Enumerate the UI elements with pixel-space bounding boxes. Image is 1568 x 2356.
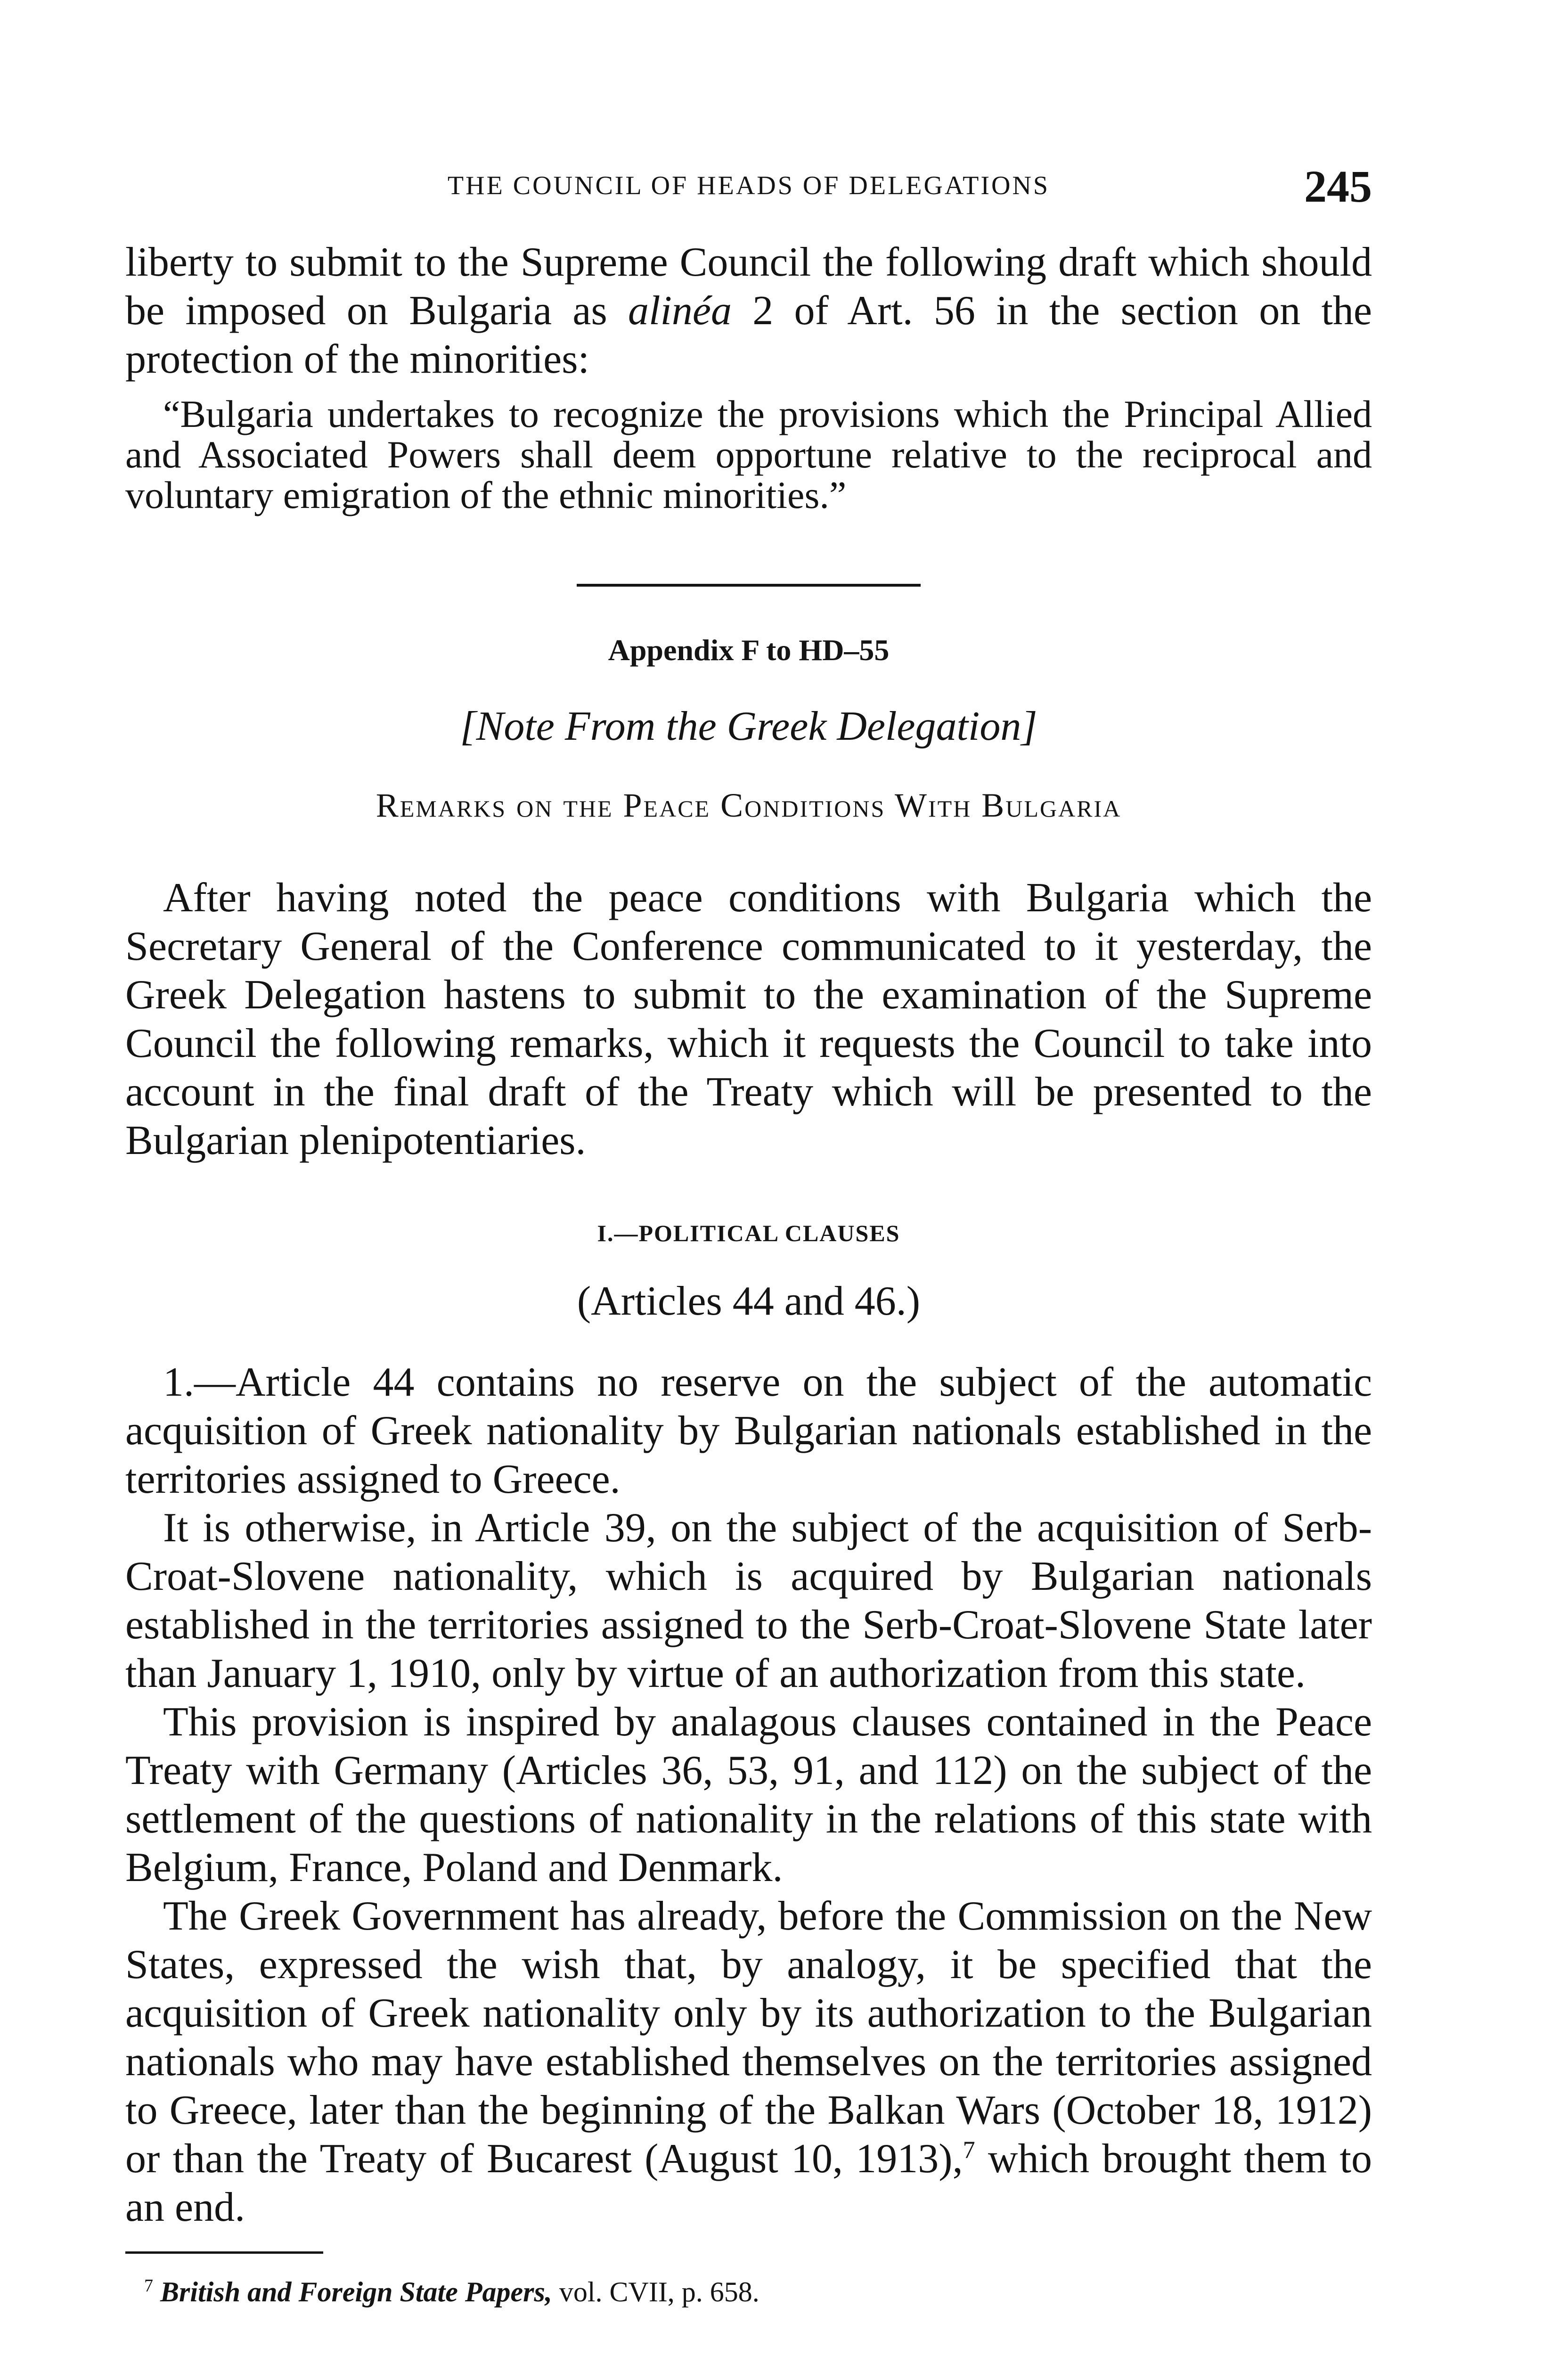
paragraph-article-44: 1.—Article 44 contains no reserve on the subject of the automatic acquisition of Greek nationality by Bulgarian nationals established in the territories assigned to Greece. [125, 1359, 1372, 1502]
running-head: THE COUNCIL OF HEADS OF DELEGATIONS [447, 171, 1050, 200]
intro-text-after: 2 of Art. 56 in the section on the protection of the minorities: [125, 288, 1372, 382]
articles-heading: (Articles 44 and 46.) [577, 1278, 921, 1324]
political-clauses-heading: I.—POLITICAL CLAUSES [597, 1220, 900, 1246]
draft-quote: “Bulgaria undertakes to recognize the provisions which the Principal Allied and Associated Powers shall deem opportune relative to the reciprocal and voluntary emigration of the ethnic minorities.” [125, 393, 1372, 516]
footnote-source-title: British and Foreign State Papers, [160, 2276, 552, 2307]
page-number: 245 [1304, 161, 1372, 212]
main-text-column [125, 238, 1372, 2311]
intro-text-before: liberty to submit to the Supreme Council the following draft which should be imposed on Bulgaria as [125, 239, 1372, 334]
footnote-reference: 7 [963, 2136, 975, 2164]
intro-alinea: alinéa [628, 288, 732, 334]
paragraph-analagous-clauses: This provision is inspired by analagous clauses contained in the Peace Treaty with Germany (Articles 36, 53, 91, and 112) on the subject of the settlement of the questions of nationality in the relations of this state with Belgium, France, Poland and Denmark. [125, 1699, 1372, 1890]
footnote-source-detail: vol. CVII, p. 658. [552, 2276, 760, 2307]
note-title [125, 703, 1372, 750]
paragraph-after-having-noted: After having noted the peace conditions with Bulgaria which the Secretary General of the Conference communicated to it yesterday, the Greek Delegation hastens to submit to the examination of the Supreme Council the following remarks, which it requests the Council to take into account in the final draft of the Treaty which will be presented to the Bulgarian plenipotentiaries. [125, 875, 1372, 1163]
remarks-title: Remarks on the Peace Conditions With Bulgaria [376, 786, 1122, 824]
appendix-title: Appendix F to HD–55 [608, 633, 890, 667]
footnote-marker: 7 [144, 2276, 153, 2296]
paragraph-greek-government [125, 1892, 1372, 2232]
intro-paragraph [125, 238, 1372, 384]
section-divider [577, 584, 921, 587]
greek-government-tail: which brought them to an end. [125, 2136, 1372, 2230]
footnote [125, 2267, 1372, 2311]
greek-government-text: The Greek Government has already, before the Commission on the New States, expressed the wish that, by analogy, it be specified that the acquisition of Greek nationality only by its authorization to the Bulgarian nationals who may have established themselves on the territories assigned to Greece, later than the beginning of the Balkan Wars (October 18, 1912) or than the Treaty of Bucarest (August 10, 1913), [125, 1893, 1372, 2182]
footnote-divider [125, 2251, 323, 2254]
note-title-text: [Note From the Greek Delegation] [460, 704, 1037, 749]
paragraph-article-39: It is otherwise, in Article 39, on the subject of the acquisition of Serb-Croat-Slovene nationality, which is acquired by Bulgarian nationals established in the territories assigned to the Serb-Croat-Slovene State later than January 1, 1910, only by virtue of an authorization from this state. [125, 1505, 1372, 1696]
page-header [125, 160, 1372, 212]
